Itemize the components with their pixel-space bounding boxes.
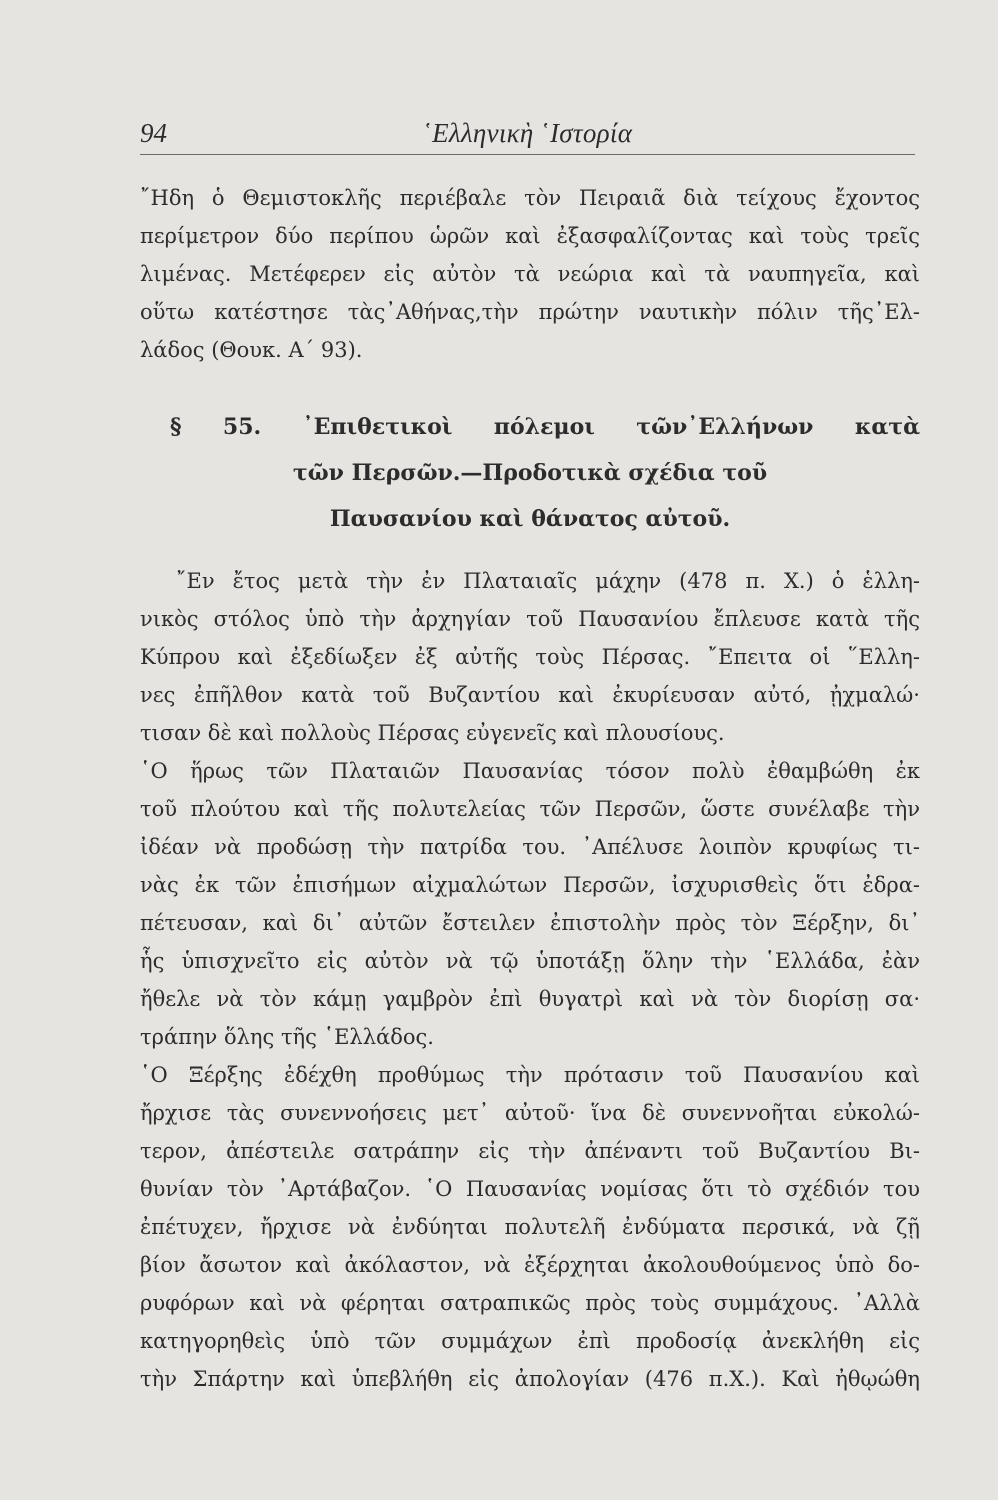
running-title: ῾Ελληνικὴ ῾Ιστορία <box>422 118 633 148</box>
text-line: πέτευσαν, καὶ δι᾽ αὐτῶν ἔστειλεν ἐπιστολὴν πρὸς τὸν Ξέρξην, δι᾽ <box>140 911 920 935</box>
text-line: νικὸς στόλος ὑπὸ τὴν ἀρχηγίαν τοῦ Παυσανίου ἔπλευσε κατὰ τῆς <box>140 607 920 631</box>
text-line: ῾Ο Ξέρξης ἐδέχθη προθύμως τὴν πρότασιν τοῦ Παυσανίου καὶ <box>140 1063 920 1087</box>
page-number: 94 <box>140 118 167 148</box>
paragraph-cyprus-byzantium <box>140 562 920 752</box>
text-line: Κύπρου καὶ ἐξεδίωξεν ἐξ αὐτῆς τοὺς Πέρσας. ῎Επειτα οἱ ῞Ελλη- <box>140 645 920 669</box>
text-line: ῎Εν ἔτος μετὰ τὴν ἐν Πλαταιαῖς μάχην (478 π. Χ.) ὁ ἑλλη- <box>176 569 920 593</box>
paragraph-themistocles <box>140 179 920 369</box>
text-line: τερον, ἀπέστειλε σατράπην εἰς τὴν ἀπέναντι τοῦ Βυζαντίου Βι- <box>140 1139 920 1163</box>
text-line: λιμένας. Μετέφερεν εἰς αὐτὸν τὰ νεώρια καὶ τὰ ναυπηγεῖα, καὶ <box>140 262 920 286</box>
text-line: νες ἐπῆλθον κατὰ τοῦ Βυζαντίου καὶ ἐκυρίευσαν αὐτό, ᾐχμαλώ· <box>140 683 920 707</box>
text-line: βίον ἄσωτον καὶ ἀκόλαστον, νὰ ἐξέρχηται ἀκολουθούμενος ὑπὸ δο- <box>140 1253 920 1277</box>
section-heading-line: Παυσανίου καὶ θάνατος αὐτοῦ. <box>329 506 731 532</box>
text-line: ρυφόρων καὶ νὰ φέρηται σατραπικῶς πρὸς τοὺς συμμάχους. ᾽Αλλὰ <box>140 1291 920 1315</box>
text-line: τοῦ πλούτου καὶ τῆς πολυτελείας τῶν Περσῶν, ὥστε συνέλαβε τὴν <box>140 797 920 821</box>
text-line: τὴν Σπάρτην καὶ ὑπεβλήθη εἰς ἀπολογίαν (476 π.Χ.). Καὶ ἠθῳώθη <box>140 1367 920 1391</box>
text-line: λάδος (Θουκ. Α΄ 93). <box>140 338 363 362</box>
section-heading-line: τῶν Περσῶν.—Προδοτικὰ σχέδια τοῦ <box>292 460 768 486</box>
paragraph-xerxes <box>140 1056 920 1398</box>
text-line: νὰς ἐκ τῶν ἐπισήμων αἰχμαλώτων Περσῶν, ἰσχυρισθεὶς ὅτι ἐδρα- <box>140 873 920 897</box>
running-header <box>140 118 915 154</box>
text-line: ῾Ο ἥρως τῶν Πλαταιῶν Παυσανίας τόσον πολὺ ἐθαμβώθη ἐκ <box>140 759 920 783</box>
text-line: τράπην ὅλης τῆς ῾Ελλάδος. <box>140 1025 434 1049</box>
section-heading <box>140 404 920 542</box>
text-line: τισαν δὲ καὶ πολλοὺς Πέρσας εὐγενεῖς καὶ πλουσίους. <box>140 721 725 745</box>
text-line: κατηγορηθεὶς ὑπὸ τῶν συμμάχων ἐπὶ προδοσίᾳ ἀνεκλήθη εἰς <box>140 1329 920 1353</box>
text-line: περίμετρον δύο περίπου ὡρῶν καὶ ἐξασφαλίζοντας καὶ τοὺς τρεῖς <box>140 224 920 248</box>
paragraph-pausanias-betrayal <box>140 752 920 1056</box>
header-rule <box>140 154 915 155</box>
text-line: ἧς ὑπισχνεῖτο εἰς αὐτὸν νὰ τῷ ὑποτάξῃ ὅλην τὴν ῾Ελλάδα, ἐὰν <box>140 949 920 973</box>
text-line: ἤρχισε τὰς συνεννοήσεις μετ᾽ αὐτοῦ· ἵνα δὲ συνεννοῆται εὐκολώ- <box>140 1101 920 1125</box>
text-line: θυνίαν τὸν ᾽Αρτάβαζον. ῾Ο Παυσανίας νομίσας ὅτι τὸ σχέδιόν του <box>140 1177 920 1201</box>
text-line: ἐπέτυχεν, ἤρχισε νὰ ἐνδύηται πολυτελῆ ἐνδύματα περσικά, νὰ ζῇ <box>140 1215 920 1239</box>
section-heading-line: § 55. ᾽Επιθετικοὶ πόλεμοι τῶν᾽Ελλήνων κατὰ <box>170 414 920 440</box>
text-line: ἤθελε νὰ τὸν κάμῃ γαμβρὸν ἐπὶ θυγατρὶ καὶ νὰ τὸν διορίσῃ σα· <box>140 987 920 1011</box>
text-line: ῎Ηδη ὁ Θεμιστοκλῆς περιέβαλε τὸν Πειραιᾶ διὰ τείχους ἔχοντος <box>140 186 920 210</box>
text-line: οὕτω κατέστησε τὰς᾽Αθήνας,τὴν πρώτην ναυτικὴν πόλιν τῆς᾽Ελ- <box>140 300 920 324</box>
text-line: ἰδέαν νὰ προδώσῃ τὴν πατρίδα του. ᾽Απέλυσε λοιπὸν κρυφίως τι- <box>140 835 920 859</box>
